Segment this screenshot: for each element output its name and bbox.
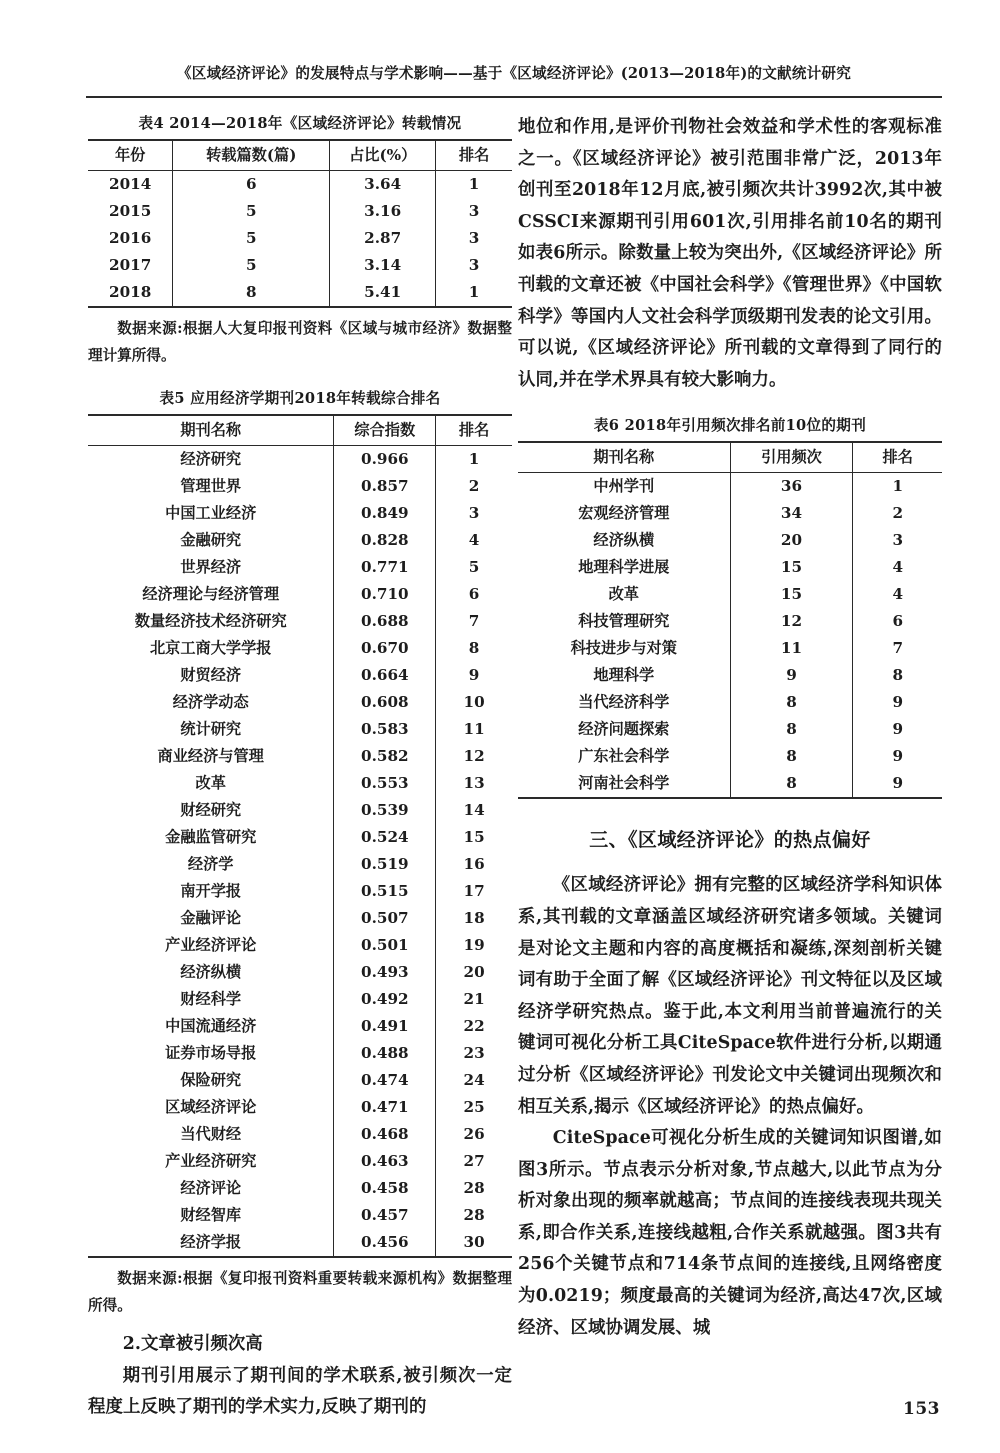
cell-journal: 宏观经济管理	[578, 504, 670, 523]
table-row	[88, 1094, 512, 1121]
section-heading-3: 三、《区域经济评论》的热点偏好	[589, 829, 871, 852]
table-row	[88, 171, 512, 199]
table-row	[518, 500, 942, 527]
table-row	[88, 851, 512, 878]
cell-rank: 9	[436, 662, 512, 689]
cell-journal: 当代经济科学	[578, 693, 670, 712]
cell-index: 0.468	[334, 1121, 436, 1148]
cell-count: 6	[173, 171, 330, 199]
cell-index: 0.710	[334, 581, 436, 608]
paragraph-top: 地位和作用,是评价刊物社会效益和学术性的客观标准之一。《区域经济评论》被引范围非常广泛，2013年创刊至2018年12月底,被引频次共计3992次,其中被CSSCI来源期刊引用601次,引用排名前10名的期刊如表6所示。除数量上较为突出外,《区域经济评论》所刊载的文章还被《中国社会科学》《管理世界》《中国软科学》等国内人文社会科学顶级期刊发表的论文引用。可以说,《区域经济评论》所刊载的文章得到了同行的认同,并在学术界具有较大影响力。	[518, 117, 942, 390]
subheading-2: 2.文章被引频次高	[122, 1334, 263, 1354]
table4-block	[88, 112, 512, 369]
table-row	[88, 932, 512, 959]
cell-journal: 管理世界	[180, 477, 242, 495]
cell-rank: 3	[436, 252, 512, 279]
table5-body	[88, 446, 512, 1258]
table-row	[88, 225, 512, 252]
table-row	[518, 581, 942, 608]
cell-journal: 地理科学	[593, 666, 655, 685]
table6-col-rank: 排名	[853, 442, 942, 473]
table-row	[88, 635, 512, 662]
cell-rank: 9	[853, 689, 942, 716]
cell-rank: 9	[853, 743, 942, 770]
cell-index: 0.491	[334, 1013, 436, 1040]
cell-index: 0.539	[334, 797, 436, 824]
cell-rank: 3	[436, 500, 512, 527]
table-row	[88, 198, 512, 225]
cell-rank: 3	[853, 527, 942, 554]
cell-journal: 产业经济评论	[165, 936, 257, 954]
table-row	[88, 824, 512, 851]
cell-index: 0.457	[334, 1202, 436, 1229]
cell-rank: 1	[436, 171, 512, 199]
cell-journal: 经济研究	[180, 450, 242, 468]
table-row	[88, 662, 512, 689]
cell-journal: 财经科学	[180, 990, 242, 1008]
table-row	[518, 554, 942, 581]
cell-percent: 3.16	[330, 198, 436, 225]
cell-rank: 1	[436, 446, 512, 474]
table-row	[88, 689, 512, 716]
cell-journal: 科技进步与对策	[570, 639, 677, 658]
cell-journal: 统计研究	[180, 720, 242, 738]
cell-index: 0.501	[334, 932, 436, 959]
cell-journal: 产业经济研究	[165, 1152, 257, 1170]
cell-rank: 2	[436, 473, 512, 500]
cell-journal: 中州学刊	[593, 477, 655, 496]
cell-rank: 5	[436, 554, 512, 581]
table-row	[88, 473, 512, 500]
table-row	[88, 797, 512, 824]
cell-journal: 河南社会科学	[518, 770, 730, 798]
cell-frequency: 8	[730, 716, 853, 743]
cell-index: 0.583	[334, 716, 436, 743]
table6	[518, 441, 942, 799]
cell-journal: 科技管理研究	[578, 612, 670, 631]
table-row	[518, 689, 942, 716]
cell-index: 0.664	[334, 662, 436, 689]
cell-rank: 4	[436, 527, 512, 554]
table5-header-row	[88, 415, 512, 446]
cell-index: 0.688	[334, 608, 436, 635]
cell-rank: 1	[436, 279, 512, 307]
table-row	[518, 473, 942, 501]
table-row	[88, 716, 512, 743]
cell-frequency: 36	[730, 473, 853, 501]
cell-index: 0.857	[334, 473, 436, 500]
table-row	[518, 716, 942, 743]
table-row	[88, 1067, 512, 1094]
table4-source-note: 数据来源:根据人大复印报刊资料《区域与城市经济》数据整理计算所得。	[88, 320, 512, 364]
cell-rank: 21	[436, 986, 512, 1013]
table-row	[88, 986, 512, 1013]
cell-journal: 经济学报	[88, 1229, 334, 1257]
table6-caption: 表6 2018年引用频次排名前10位的期刊	[593, 417, 867, 435]
table-row	[88, 1121, 512, 1148]
cell-frequency: 34	[730, 500, 853, 527]
cell-journal: 地理科学进展	[578, 558, 670, 577]
cell-journal: 南开学报	[180, 882, 242, 900]
table-row	[518, 770, 942, 798]
cell-rank: 11	[436, 716, 512, 743]
cell-rank: 16	[436, 851, 512, 878]
cell-index: 0.670	[334, 635, 436, 662]
table-row	[88, 878, 512, 905]
cell-rank: 12	[436, 743, 512, 770]
table5-col-journal: 期刊名称	[88, 415, 334, 446]
table-row	[88, 527, 512, 554]
cell-rank: 7	[853, 635, 942, 662]
table5-source-note: 数据来源:根据《复印报刊资料重要转载来源机构》数据整理所得。	[88, 1270, 512, 1314]
cell-journal: 财经研究	[180, 801, 242, 819]
table-row	[518, 527, 942, 554]
cell-percent: 3.14	[330, 252, 436, 279]
right-column	[518, 112, 942, 1344]
cell-rank: 18	[436, 905, 512, 932]
cell-frequency: 15	[730, 554, 853, 581]
cell-year: 2014	[109, 175, 152, 193]
cell-rank: 25	[436, 1094, 512, 1121]
cell-year: 2015	[109, 202, 152, 220]
table-row	[88, 581, 512, 608]
table6-block	[518, 414, 942, 799]
table5-col-index: 综合指数	[334, 415, 436, 446]
cell-count: 5	[173, 252, 330, 279]
table-row	[88, 554, 512, 581]
cell-rank: 1	[853, 473, 942, 501]
cell-rank: 6	[853, 608, 942, 635]
cell-frequency: 20	[730, 527, 853, 554]
cell-percent: 2.87	[330, 225, 436, 252]
cell-rank: 20	[436, 959, 512, 986]
cell-index: 0.524	[334, 824, 436, 851]
cell-year: 2018	[88, 279, 173, 307]
table5-block	[88, 387, 512, 1319]
cell-journal: 金融监管研究	[165, 828, 257, 846]
cell-count: 5	[173, 225, 330, 252]
cell-frequency: 8	[730, 743, 853, 770]
cell-rank: 2	[853, 500, 942, 527]
cell-rank: 15	[436, 824, 512, 851]
cell-percent: 5.41	[330, 279, 436, 307]
table-row	[88, 446, 512, 474]
cell-journal: 经济理论与经济管理	[142, 585, 280, 603]
table6-header-row	[518, 442, 942, 473]
cell-frequency: 12	[730, 608, 853, 635]
cell-journal: 改革	[608, 585, 639, 604]
cell-index: 0.493	[334, 959, 436, 986]
cell-journal: 数量经济技术经济研究	[134, 612, 287, 630]
table4	[88, 139, 512, 308]
table-row	[88, 905, 512, 932]
cell-journal: 财经智库	[180, 1206, 242, 1224]
paragraph-citespace: CiteSpace可视化分析生成的关键词知识图谱,如图3所示。节点表示分析对象,节点越大,以此节点为分析对象出现的频率就越高；节点间的连接线表现共现关系,即合作关系,连接线越粗,合作关系就越强。图3共有256个关键节点和714条节点间的连接线,且网络密度为0.0219；频度最高的关键词为经济,高达47次,区域经济、区域协调发展、城	[518, 1128, 942, 1338]
cell-rank: 19	[436, 932, 512, 959]
cell-rank: 23	[436, 1040, 512, 1067]
cell-index: 0.608	[334, 689, 436, 716]
cell-journal: 广东社会科学	[578, 747, 670, 766]
table-row	[88, 1202, 512, 1229]
cell-frequency: 8	[730, 689, 853, 716]
cell-journal: 中国流通经济	[165, 1017, 257, 1035]
table4-header-row	[88, 140, 512, 171]
table-row	[88, 770, 512, 797]
table-row	[88, 1013, 512, 1040]
paragraph-citation: 期刊引用展示了期刊间的学术联系,被引频次一定程度上反映了期刊的学术实力,反映了期刊的	[88, 1365, 512, 1418]
cell-rank: 28	[436, 1175, 512, 1202]
cell-frequency: 11	[730, 635, 853, 662]
cell-count: 8	[173, 279, 330, 307]
cell-frequency: 15	[730, 581, 853, 608]
table-row	[88, 1148, 512, 1175]
table-row	[88, 608, 512, 635]
cell-journal: 区域经济评论	[165, 1098, 257, 1116]
left-column	[88, 112, 512, 1424]
cell-journal: 经济学动态	[172, 693, 249, 711]
cell-journal: 经济纵横	[180, 963, 242, 981]
table4-col-rank: 排名	[436, 140, 512, 171]
cell-journal: 改革	[195, 774, 226, 792]
cell-rank: 14	[436, 797, 512, 824]
cell-index: 0.471	[334, 1094, 436, 1121]
table5	[88, 414, 512, 1258]
cell-rank: 30	[436, 1229, 512, 1257]
cell-index: 0.488	[334, 1040, 436, 1067]
cell-year: 2016	[109, 229, 152, 247]
cell-index: 0.849	[334, 500, 436, 527]
table4-col-count: 转载篇数(篇)	[173, 140, 330, 171]
table4-col-percent: 占比(%）	[330, 140, 436, 171]
cell-journal: 世界经济	[180, 558, 242, 576]
cell-journal: 财贸经济	[180, 666, 242, 684]
cell-index: 0.771	[334, 554, 436, 581]
table-row	[88, 252, 512, 279]
table-row	[518, 635, 942, 662]
cell-index: 0.474	[334, 1067, 436, 1094]
table-row	[88, 1040, 512, 1067]
table-row	[88, 1229, 512, 1257]
cell-journal: 商业经济与管理	[157, 747, 264, 765]
cell-journal: 经济评论	[180, 1179, 242, 1197]
cell-rank: 9	[853, 770, 942, 798]
paragraph-hotspot: 《区域经济评论》拥有完整的区域经济学科知识体系,其刊载的文章涵盖区域经济研究诸多领域。关键词是对论文主题和内容的高度概括和凝练,深刻剖析关键词有助于全面了解《区域经济评论》刊文特征以及区域经济学研究热点。鉴于此,本文利用当前普遍流行的关键词可视化分析工具CiteSpace软件进行分析,以期通过分析《区域经济评论》刊发论文中关键词出现频次和相互关系,揭示《区域经济评论》的热点偏好。	[518, 875, 942, 1117]
table-row	[88, 743, 512, 770]
cell-index: 0.515	[334, 878, 436, 905]
table-row	[88, 279, 512, 307]
cell-journal: 金融评论	[180, 909, 242, 927]
table-row	[88, 500, 512, 527]
cell-rank: 7	[436, 608, 512, 635]
cell-journal: 中国工业经济	[165, 504, 257, 522]
cell-percent: 3.64	[330, 171, 436, 199]
cell-rank: 4	[853, 554, 942, 581]
cell-rank: 10	[436, 689, 512, 716]
cell-index: 0.966	[334, 446, 436, 474]
table4-caption: 表4 2014—2018年《区域经济评论》转载情况	[138, 115, 462, 132]
cell-year: 2017	[109, 256, 152, 274]
table6-col-journal: 期刊名称	[518, 442, 730, 473]
cell-rank: 6	[436, 581, 512, 608]
cell-journal: 金融研究	[180, 531, 242, 549]
table6-col-freq: 引用频次	[730, 442, 853, 473]
cell-frequency: 9	[730, 662, 853, 689]
cell-index: 0.492	[334, 986, 436, 1013]
cell-count: 5	[173, 198, 330, 225]
cell-rank: 3	[436, 198, 512, 225]
cell-rank: 3	[436, 225, 512, 252]
cell-rank: 22	[436, 1013, 512, 1040]
table-row	[88, 1175, 512, 1202]
cell-journal: 北京工商大学学报	[149, 639, 272, 657]
cell-index: 0.456	[334, 1229, 436, 1257]
table4-col-year: 年份	[88, 140, 173, 171]
cell-rank: 8	[853, 662, 942, 689]
cell-journal: 保险研究	[180, 1071, 242, 1089]
table-row	[518, 608, 942, 635]
cell-journal: 证券市场导报	[165, 1044, 257, 1062]
cell-index: 0.463	[334, 1148, 436, 1175]
cell-journal: 经济问题探索	[578, 720, 670, 739]
cell-rank: 28	[436, 1202, 512, 1229]
table5-col-rank: 排名	[436, 415, 512, 446]
cell-rank: 27	[436, 1148, 512, 1175]
cell-index: 0.553	[334, 770, 436, 797]
cell-index: 0.828	[334, 527, 436, 554]
table-row	[88, 959, 512, 986]
cell-index: 0.582	[334, 743, 436, 770]
cell-journal: 经济学	[187, 855, 234, 873]
cell-journal: 当代财经	[180, 1125, 242, 1143]
cell-index: 0.507	[334, 905, 436, 932]
cell-rank: 8	[436, 635, 512, 662]
cell-index: 0.519	[334, 851, 436, 878]
cell-rank: 17	[436, 878, 512, 905]
running-head: 《区域经济评论》的发展特点与学术影响——基于《区域经济评论》(2013—2018年)的文献统计研究	[176, 65, 851, 82]
cell-journal: 经济纵横	[593, 531, 655, 550]
cell-index: 0.458	[334, 1175, 436, 1202]
table5-caption: 表5 应用经济学期刊2018年转载综合排名	[159, 390, 441, 407]
cell-rank: 24	[436, 1067, 512, 1094]
table-row	[518, 743, 942, 770]
page-number: 153	[903, 1399, 940, 1419]
table-row	[518, 662, 942, 689]
cell-rank: 9	[853, 716, 942, 743]
table6-body	[518, 473, 942, 799]
running-head-rule	[86, 96, 942, 98]
cell-rank: 26	[436, 1121, 512, 1148]
cell-frequency: 8	[730, 770, 853, 798]
cell-rank: 13	[436, 770, 512, 797]
cell-rank: 4	[853, 581, 942, 608]
